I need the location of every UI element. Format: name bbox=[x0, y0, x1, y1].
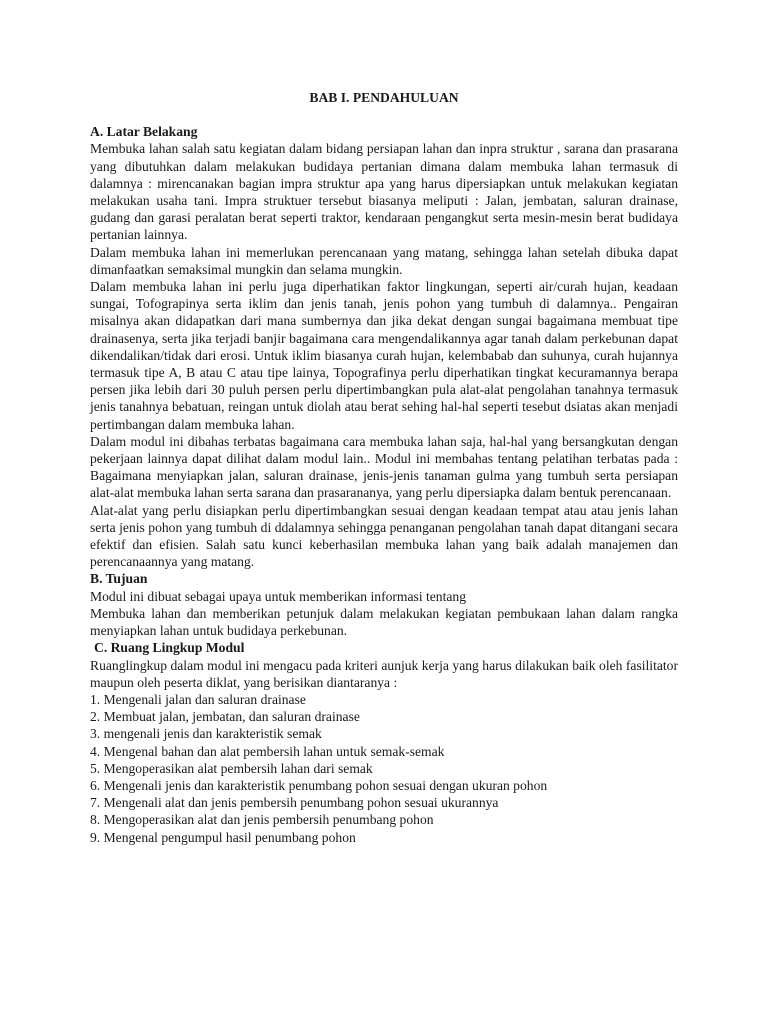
section-a-paragraph: Alat-alat yang perlu disiapkan perlu dipertimbangkan sesuai dengan keadaan tempat atau atau jenis lahan serta jenis pohon yang tumbuh di ddalamnya sehingga penanganan pengolahan tanah dapat ditangani secara efektif dan efisien. Salah satu kunci keberhasilan membuka lahan yang baik adalah manajemen dan perencanaannya yang matang. bbox=[90, 502, 678, 570]
list-item: 4. Mengenal bahan dan alat pembersih lahan untuk semak-semak bbox=[90, 743, 445, 759]
document-body bbox=[90, 89, 678, 846]
list-item: 5. Mengoperasikan alat pembersih lahan dari semak bbox=[90, 760, 373, 776]
list-item: 3. mengenali jenis dan karakteristik semak bbox=[90, 726, 322, 742]
scope-list bbox=[90, 691, 678, 846]
section-c-heading: C. Ruang Lingkup Modul bbox=[94, 640, 245, 656]
section-a-paragraph: Dalam modul ini dibahas terbatas bagaimana cara membuka lahan saja, hal-hal yang bersangkutan dengan pekerjaan lainnya dapat dilihat dalam modul lain.. Modul ini membahas tentang pelatihan terbatas pada : Bagaimana menyiapkan jalan, saluran drainase, jenis-jenis tanaman gulma yang tumbuh serta persiapan alat-alat membuka lahan serta sarana dan prasarananya, yang perlu dipersiapka dalam bentuk perencanaan. bbox=[90, 433, 678, 501]
section-b-paragraph: Membuka lahan dan memberikan petunjuk dalam melakukan kegiatan pembukaan lahan dalam rangka menyiapkan lahan untuk budidaya perkebunan. bbox=[90, 605, 678, 639]
list-item: 2. Membuat jalan, jembatan, dan saluran drainase bbox=[90, 709, 360, 725]
page-title: BAB I. PENDAHULUAN bbox=[309, 90, 459, 105]
list-item: 9. Mengenal pengumpul hasil penumbang pohon bbox=[90, 829, 356, 845]
section-a-paragraph: Membuka lahan salah satu kegiatan dalam bidang persiapan lahan dan inpra struktur , sarana dan prasarana yang dibutuhkan dalam melakukan budidaya pertanian dimana dalam membuka lahan termasuk di dalamnya : mirencanakan bagian impra struktur apa yang harus dipersiapkan untuk melakukan kegiatan melakukan usaha tani. Impra struktuer tersebut biasanya meliputi : Jalan, jembatan, saluran drainase, gudang dan garasi peralatan berat seperti traktor, kendaraan pengangkut serta mesin-mesin berat budidaya pertanian lainnya. bbox=[90, 141, 678, 243]
section-c-paragraph: Ruanglingkup dalam modul ini mengacu pada kriteri aunjuk kerja yang harus dilakukan baik oleh fasilitator maupun oleh peserta diklat, yang berisikan diantaranya : bbox=[90, 657, 678, 690]
section-a-heading: A. Latar Belakang bbox=[90, 124, 198, 140]
list-item: 6. Mengenali jenis dan karakteristik penumbang pohon sesuai dengan ukuran pohon bbox=[90, 777, 548, 793]
list-item: 7. Mengenali alat dan jenis pembersih penumbang pohon sesuai ukurannya bbox=[90, 795, 499, 811]
list-item: 8. Mengoperasikan alat dan jenis pembersih penumbang pohon bbox=[90, 812, 434, 828]
section-a-paragraph: Dalam membuka lahan ini memerlukan perencanaan yang matang, sehingga lahan setelah dibuka dapat dimanfaatkan semaksimal mungkin dan selama mungkin. bbox=[90, 244, 678, 277]
section-a-paragraph: Dalam membuka lahan ini perlu juga diperhatikan faktor lingkungan, seperti air/curah hujan, keadaan sungai, Tofograpinya serta iklim dan jenis tanah, jenis pohon yang tumbuh di dalamnya.. Pengairan misalnya akan didapatkan dari mana sumbernya dan jika dekat dengan sungai bagaimana membuat tipe drainasenya, serta jika terjadi banjir bagaimana cara mengendalikannya agar tanah dalam perkebunan dapat dikendalikan/tidak dari erosi. Untuk iklim biasanya curah hujan, kelembabab dan suhunya, curah hujannya termasuk tipe A, B atau C atau tipe lainya, Topografinya perlu diperhatikan tingkat kecuramannya berapa persen jika lebih dari 30 puluh persen perlu dipertimbangkan pula alat-alat pengolahan tanahnya termasuk jenis tanahnya bebatuan, reingan untuk diolah atau berat sehing hal-hal seperti tesebut dsiatas akan menjadi pertimbangan dalam membuka lahan. bbox=[90, 279, 678, 432]
section-b-paragraph: Modul ini dibuat sebagai upaya untuk memberikan informasi tentang bbox=[90, 588, 467, 604]
list-item: 1. Mengenali jalan dan saluran drainase bbox=[90, 691, 306, 707]
section-b-heading: B. Tujuan bbox=[90, 571, 148, 587]
